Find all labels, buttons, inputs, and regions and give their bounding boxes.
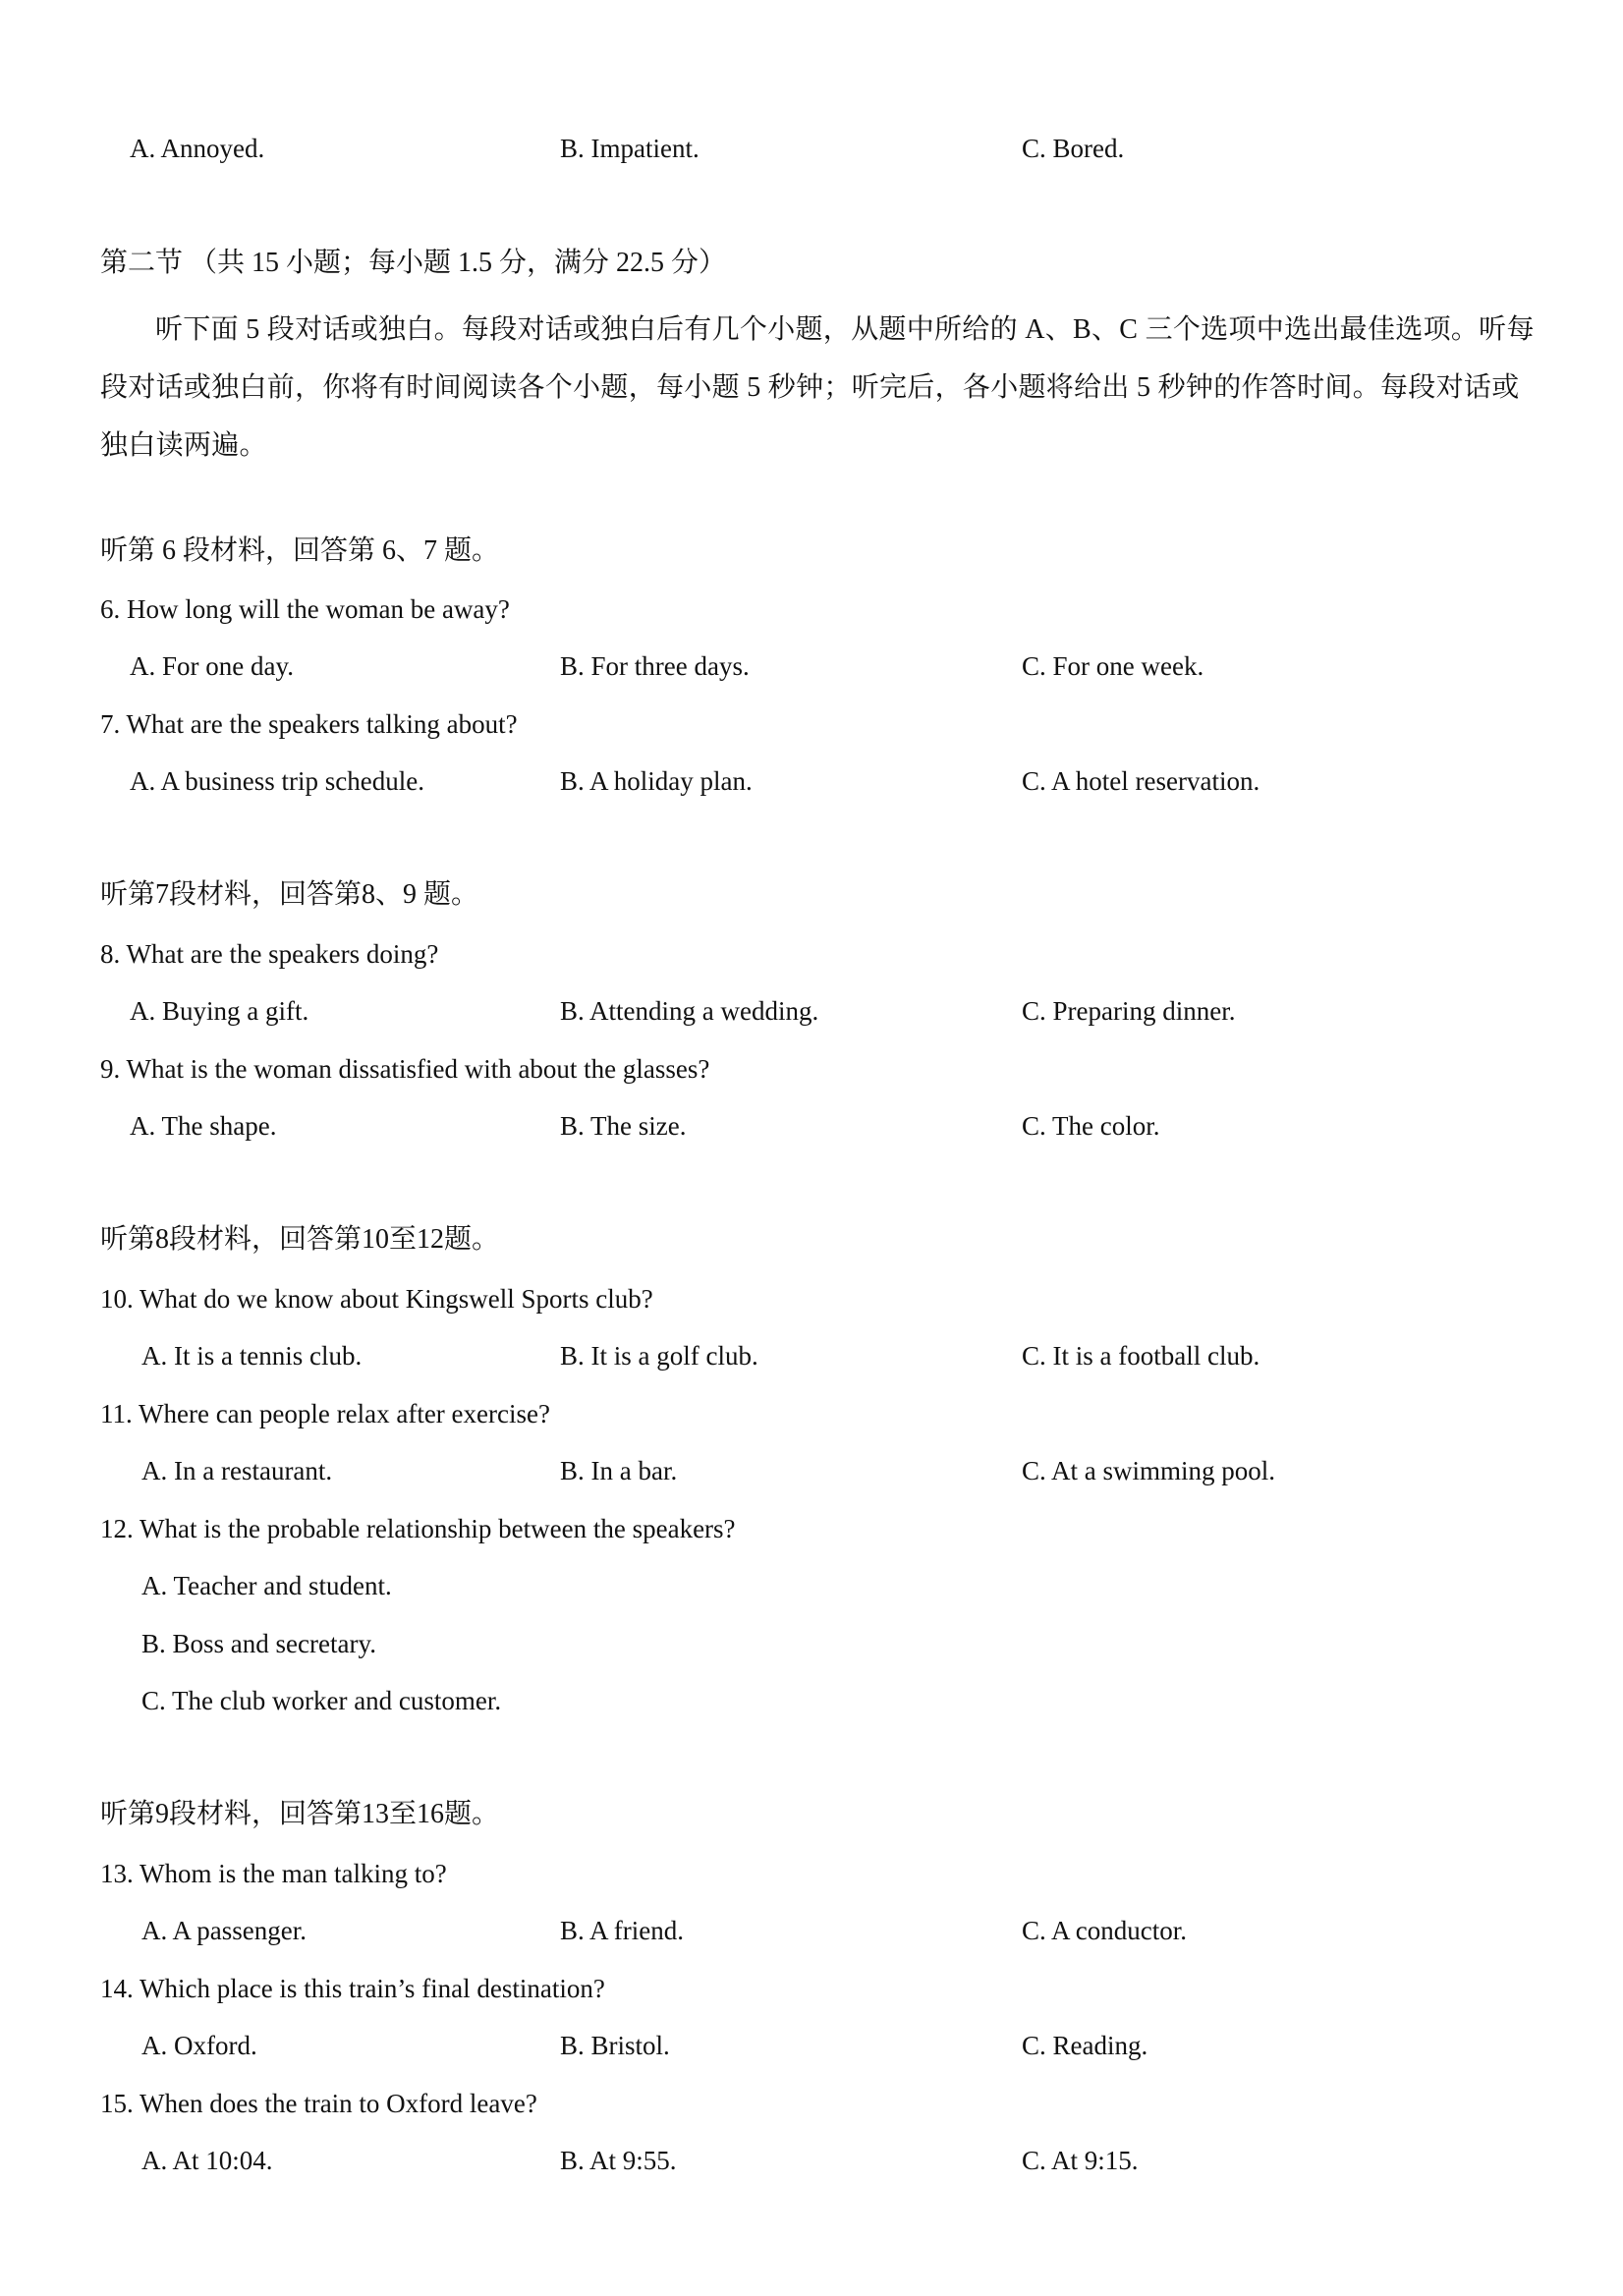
- option-a: A. At 10:04.: [141, 2146, 273, 2175]
- option-c: C. Bored.: [1022, 134, 1125, 163]
- question-text: 15. When does the train to Oxford leave?: [100, 2089, 537, 2118]
- option-b: B. Boss and secretary.: [141, 1629, 376, 1658]
- question-text: 11. Where can people relax after exercise?: [100, 1399, 550, 1428]
- option-a: A. Annoyed.: [130, 134, 265, 163]
- question-text: 13. Whom is the man talking to?: [100, 1859, 447, 1888]
- option-b: B. Impatient.: [560, 134, 700, 163]
- option-b: B. For three days.: [560, 651, 750, 681]
- question-text: 6. How long will the woman be away?: [100, 594, 510, 624]
- option-a: A. Buying a gift.: [130, 996, 309, 1026]
- option-a: A. A business trip schedule.: [130, 766, 424, 796]
- option-b: B. At 9:55.: [560, 2146, 677, 2175]
- option-c: C. A conductor.: [1022, 1916, 1187, 1945]
- passage-heading: 听第 6 段材料，回答第 6、7 题。: [100, 535, 500, 566]
- option-c: C. The color.: [1022, 1111, 1160, 1141]
- section-instructions: [100, 301, 1544, 475]
- question-text: 14. Which place is this train’s final destination?: [100, 1974, 605, 2003]
- passage-heading: 听第9段材料，回答第13至16题。: [100, 1799, 500, 1829]
- section-heading: 第二节 （共 15 小题；每小题 1.5 分，满分 22.5 分）: [100, 248, 727, 278]
- passage-heading: 听第7段材料，回答第8、9 题。: [100, 879, 479, 910]
- option-c: C. Preparing dinner.: [1022, 996, 1236, 1026]
- option-c: C. The club worker and customer.: [141, 1686, 502, 1715]
- option-b: B. The size.: [560, 1111, 687, 1141]
- question-text: 9. What is the woman dissatisfied with about the glasses?: [100, 1054, 710, 1084]
- option-a: A. It is a tennis club.: [141, 1341, 363, 1371]
- option-b: B. A holiday plan.: [560, 766, 753, 796]
- option-c: C. Reading.: [1022, 2031, 1148, 2060]
- option-b: B. Bristol.: [560, 2031, 670, 2060]
- option-c: C. At a swimming pool.: [1022, 1456, 1276, 1485]
- question-text: 7. What are the speakers talking about?: [100, 709, 518, 739]
- option-c: C. For one week.: [1022, 651, 1204, 681]
- option-b: B. It is a golf club.: [560, 1341, 758, 1371]
- option-a: A. A passenger.: [141, 1916, 307, 1945]
- option-b: B. A friend.: [560, 1916, 684, 1945]
- option-a: A. Oxford.: [141, 2031, 257, 2060]
- passage-heading: 听第8段材料，回答第10至12题。: [100, 1224, 500, 1255]
- option-c: C. A hotel reservation.: [1022, 766, 1260, 796]
- option-b: B. In a bar.: [560, 1456, 678, 1485]
- option-a: A. The shape.: [130, 1111, 277, 1141]
- option-c: C. It is a football club.: [1022, 1341, 1260, 1371]
- option-a: A. Teacher and student.: [141, 1571, 392, 1600]
- option-a: A. In a restaurant.: [141, 1456, 333, 1485]
- question-text: 12. What is the probable relationship between the speakers?: [100, 1514, 736, 1543]
- option-b: B. Attending a wedding.: [560, 996, 819, 1026]
- question-text: 8. What are the speakers doing?: [100, 939, 439, 969]
- instructions-text: 听下面 5 段对话或独白。每段对话或独白后有几个小题，从题中所给的 A、B、C 三个选项中选出最佳选项。听每段对话或独白前，你将有时间阅读各个小题，每小题 5 秒钟；听完后，各小题将给出 5 秒钟的作答时间。每段对话或独白读两遍。: [100, 314, 1535, 461]
- option-a: A. For one day.: [130, 651, 294, 681]
- question-text: 10. What do we know about Kingswell Sports club?: [100, 1284, 653, 1314]
- option-c: C. At 9:15.: [1022, 2146, 1139, 2175]
